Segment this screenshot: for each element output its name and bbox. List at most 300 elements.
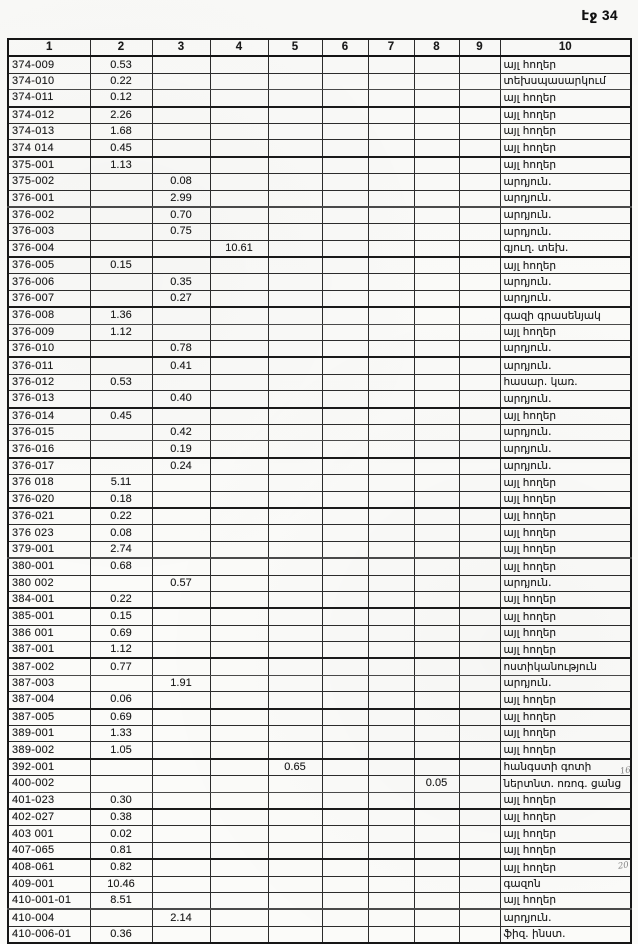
value-cell	[459, 608, 500, 625]
land-use-cell: գազոն	[500, 876, 631, 892]
land-use-cell: արդյուն.	[500, 441, 631, 458]
value-cell: 0.57	[152, 575, 210, 591]
value-cell	[210, 625, 268, 641]
value-cell	[210, 224, 268, 240]
value-cell	[268, 240, 322, 257]
value-cell	[414, 324, 459, 340]
value-cell	[368, 909, 414, 926]
table-row	[8, 73, 631, 89]
value-cell	[152, 157, 210, 174]
value-cell	[414, 525, 459, 541]
value-cell	[210, 558, 268, 575]
value-cell	[152, 123, 210, 139]
value-cell	[152, 826, 210, 842]
value-cell: 0.77	[90, 658, 152, 675]
table-row	[8, 107, 631, 124]
value-cell	[414, 491, 459, 508]
value-cell	[322, 508, 368, 525]
value-cell	[459, 709, 500, 726]
table-row	[8, 174, 631, 190]
value-cell	[322, 408, 368, 425]
value-cell	[459, 374, 500, 390]
value-cell	[152, 525, 210, 541]
value-cell	[368, 240, 414, 257]
value-cell	[459, 892, 500, 909]
value-cell	[322, 207, 368, 224]
value-cell	[459, 357, 500, 374]
land-use-cell: այլ հողեր	[500, 123, 631, 139]
value-cell	[210, 424, 268, 440]
value-cell	[322, 658, 368, 675]
value-cell	[459, 809, 500, 826]
value-cell	[268, 441, 322, 458]
value-cell	[459, 926, 500, 943]
table-row	[8, 842, 631, 859]
value-cell	[210, 341, 268, 358]
value-cell	[152, 726, 210, 742]
value-cell	[210, 575, 268, 591]
value-cell	[414, 441, 459, 458]
table-row	[8, 541, 631, 558]
value-cell	[90, 290, 152, 307]
value-cell	[268, 107, 322, 124]
parcel-code-cell: 385-001	[8, 608, 90, 625]
value-cell	[152, 792, 210, 809]
value-cell: 5.11	[90, 475, 152, 491]
table-row	[8, 926, 631, 943]
table-row	[8, 876, 631, 892]
value-cell	[368, 508, 414, 525]
parcel-code-cell: 384-001	[8, 591, 90, 608]
table-row	[8, 642, 631, 659]
land-use-cell: այլ հողեր	[500, 491, 631, 508]
value-cell	[322, 257, 368, 274]
value-cell	[368, 491, 414, 508]
value-cell	[414, 658, 459, 675]
parcel-code-cell: 387-001	[8, 642, 90, 659]
value-cell	[414, 759, 459, 776]
value-cell	[268, 508, 322, 525]
value-cell	[368, 174, 414, 190]
value-cell	[414, 391, 459, 408]
value-cell	[368, 441, 414, 458]
land-use-cell: այլ հողեր	[500, 742, 631, 759]
value-cell	[210, 658, 268, 675]
table-row	[8, 341, 631, 358]
value-cell	[322, 274, 368, 290]
value-cell	[210, 307, 268, 324]
value-cell	[368, 709, 414, 726]
land-use-cell: ներտնտ. ոռոգ. ցանց	[500, 776, 631, 792]
value-cell	[268, 290, 322, 307]
value-cell: 0.30	[90, 792, 152, 809]
value-cell	[322, 107, 368, 124]
value-cell	[90, 207, 152, 224]
value-cell: 0.22	[90, 73, 152, 89]
value-cell	[322, 909, 368, 926]
parcel-code-cell: 408-061	[8, 859, 90, 876]
land-use-cell: այլ հողեր	[500, 541, 631, 558]
column-header: 4	[210, 39, 268, 56]
parcel-code-cell: 376-020	[8, 491, 90, 508]
value-cell	[152, 709, 210, 726]
value-cell	[322, 926, 368, 943]
table-row	[8, 441, 631, 458]
value-cell	[152, 926, 210, 943]
parcel-code-cell: 374-011	[8, 90, 90, 107]
value-cell	[152, 642, 210, 659]
value-cell	[152, 475, 210, 491]
table-row	[8, 591, 631, 608]
land-use-cell: այլ հողեր	[500, 625, 631, 641]
value-cell	[210, 90, 268, 107]
value-cell	[322, 625, 368, 641]
value-cell: 0.18	[90, 491, 152, 508]
parcel-code-cell: 376-005	[8, 257, 90, 274]
value-cell	[210, 190, 268, 207]
value-cell	[322, 157, 368, 174]
value-cell	[210, 809, 268, 826]
table-row	[8, 224, 631, 240]
value-cell: 1.91	[152, 675, 210, 691]
table-header	[8, 39, 631, 56]
value-cell	[414, 591, 459, 608]
value-cell	[210, 859, 268, 876]
land-use-cell: այլ հողեր	[500, 558, 631, 575]
value-cell	[152, 324, 210, 340]
table-row	[8, 692, 631, 709]
value-cell	[414, 809, 459, 826]
value-cell	[268, 742, 322, 759]
value-cell: 1.33	[90, 726, 152, 742]
value-cell	[210, 608, 268, 625]
value-cell	[152, 508, 210, 525]
table-row	[8, 157, 631, 174]
value-cell: 0.08	[90, 525, 152, 541]
value-cell	[414, 792, 459, 809]
value-cell: 0.81	[90, 842, 152, 859]
parcel-code-cell: 389-002	[8, 742, 90, 759]
value-cell	[368, 926, 414, 943]
value-cell	[210, 692, 268, 709]
table-body	[8, 56, 631, 943]
value-cell	[459, 591, 500, 608]
value-cell	[368, 157, 414, 174]
land-use-cell: այլ հողեր	[500, 56, 631, 73]
value-cell	[210, 357, 268, 374]
value-cell	[152, 90, 210, 107]
value-cell	[459, 90, 500, 107]
value-cell	[322, 541, 368, 558]
parcel-code-cell: 387-004	[8, 692, 90, 709]
value-cell	[152, 408, 210, 425]
value-cell	[368, 274, 414, 290]
parcel-code-cell: 376 023	[8, 525, 90, 541]
value-cell	[459, 174, 500, 190]
value-cell: 2.26	[90, 107, 152, 124]
value-cell	[268, 658, 322, 675]
value-cell	[322, 174, 368, 190]
parcel-code-cell: 387-002	[8, 658, 90, 675]
value-cell	[90, 776, 152, 792]
parcel-code-cell: 402-027	[8, 809, 90, 826]
value-cell	[210, 290, 268, 307]
value-cell: 0.15	[90, 608, 152, 625]
value-cell	[414, 642, 459, 659]
parcel-code-cell: 376-016	[8, 441, 90, 458]
value-cell	[368, 475, 414, 491]
value-cell: 0.35	[152, 274, 210, 290]
value-cell	[268, 224, 322, 240]
land-use-cell: տեխսպասարկում	[500, 73, 631, 89]
land-use-cell: այլ հողեր	[500, 140, 631, 157]
table-row	[8, 90, 631, 107]
value-cell	[152, 107, 210, 124]
value-cell	[368, 876, 414, 892]
value-cell	[322, 475, 368, 491]
land-use-cell: արդյուն.	[500, 174, 631, 190]
land-use-cell: արդյուն.	[500, 341, 631, 358]
value-cell: 0.42	[152, 424, 210, 440]
table-row	[8, 625, 631, 641]
value-cell	[368, 625, 414, 641]
value-cell	[414, 575, 459, 591]
parcel-code-cell: 389-001	[8, 726, 90, 742]
table-row	[8, 726, 631, 742]
value-cell	[368, 642, 414, 659]
value-cell	[414, 475, 459, 491]
value-cell	[268, 257, 322, 274]
value-cell	[210, 776, 268, 792]
value-cell	[459, 759, 500, 776]
value-cell	[210, 842, 268, 859]
value-cell	[322, 525, 368, 541]
value-cell	[268, 926, 322, 943]
land-use-cell: այլ հողեր	[500, 826, 631, 842]
table-row	[8, 374, 631, 390]
value-cell	[322, 90, 368, 107]
value-cell	[210, 391, 268, 408]
value-cell	[459, 726, 500, 742]
value-cell	[210, 876, 268, 892]
value-cell	[152, 859, 210, 876]
value-cell	[459, 742, 500, 759]
value-cell	[268, 692, 322, 709]
parcel-code-cell: 374-010	[8, 73, 90, 89]
value-cell	[459, 123, 500, 139]
value-cell: 10.61	[210, 240, 268, 257]
value-cell	[152, 759, 210, 776]
value-cell	[268, 73, 322, 89]
table-row	[8, 909, 631, 926]
value-cell	[210, 726, 268, 742]
column-header: 5	[268, 39, 322, 56]
value-cell	[322, 140, 368, 157]
table-row	[8, 558, 631, 575]
value-cell	[414, 709, 459, 726]
value-cell	[268, 809, 322, 826]
value-cell	[210, 642, 268, 659]
value-cell	[268, 341, 322, 358]
value-cell	[268, 675, 322, 691]
value-cell	[368, 224, 414, 240]
parcel-code-cell: 376-012	[8, 374, 90, 390]
value-cell	[322, 591, 368, 608]
value-cell	[268, 458, 322, 475]
table-row	[8, 140, 631, 157]
value-cell	[90, 190, 152, 207]
value-cell	[459, 491, 500, 508]
parcel-code-cell: 376-014	[8, 408, 90, 425]
value-cell	[152, 541, 210, 558]
land-use-cell: արդյուն.	[500, 224, 631, 240]
value-cell	[152, 307, 210, 324]
value-cell	[322, 826, 368, 842]
value-cell: 10.46	[90, 876, 152, 892]
land-use-cell: գյուղ. տեխ.	[500, 240, 631, 257]
table-row	[8, 307, 631, 324]
land-use-cell: այլ հողեր	[500, 591, 631, 608]
value-cell	[414, 608, 459, 625]
parcel-code-cell: 380 002	[8, 575, 90, 591]
table-row	[8, 742, 631, 759]
value-cell	[368, 190, 414, 207]
table-row	[8, 424, 631, 440]
value-cell: 0.22	[90, 508, 152, 525]
value-cell	[322, 809, 368, 826]
value-cell	[152, 140, 210, 157]
value-cell	[152, 608, 210, 625]
value-cell	[152, 257, 210, 274]
parcel-code-cell: 407-065	[8, 842, 90, 859]
value-cell	[152, 73, 210, 89]
value-cell: 0.19	[152, 441, 210, 458]
value-cell: 0.24	[152, 458, 210, 475]
value-cell	[368, 658, 414, 675]
value-cell	[368, 792, 414, 809]
value-cell	[210, 491, 268, 508]
land-use-cell: այլ հողեր	[500, 107, 631, 124]
value-cell	[210, 73, 268, 89]
value-cell	[322, 842, 368, 859]
value-cell	[368, 107, 414, 124]
value-cell	[210, 123, 268, 139]
land-use-cell: արդյուն.	[500, 424, 631, 440]
value-cell	[414, 307, 459, 324]
value-cell	[268, 391, 322, 408]
column-header: 9	[459, 39, 500, 56]
value-cell	[414, 892, 459, 909]
value-cell: 2.14	[152, 909, 210, 926]
table-row	[8, 240, 631, 257]
value-cell	[459, 73, 500, 89]
value-cell	[414, 541, 459, 558]
value-cell	[268, 475, 322, 491]
table-row	[8, 508, 631, 525]
value-cell	[459, 341, 500, 358]
value-cell	[152, 876, 210, 892]
table-row	[8, 859, 631, 876]
value-cell	[268, 157, 322, 174]
value-cell	[322, 742, 368, 759]
value-cell	[268, 776, 322, 792]
land-use-cell: արդյուն.	[500, 458, 631, 475]
value-cell	[90, 424, 152, 440]
table-row	[8, 257, 631, 274]
value-cell	[268, 709, 322, 726]
value-cell	[210, 508, 268, 525]
land-use-cell: այլ հողեր	[500, 408, 631, 425]
value-cell	[152, 692, 210, 709]
value-cell	[414, 876, 459, 892]
table-row	[8, 123, 631, 139]
column-header: 6	[322, 39, 368, 56]
land-use-cell: արդյուն.	[500, 274, 631, 290]
parcel-code-cell: 401-023	[8, 792, 90, 809]
land-use-cell: այլ հողեր	[500, 726, 631, 742]
value-cell	[210, 525, 268, 541]
parcel-code-cell: 376 018	[8, 475, 90, 491]
value-cell: 0.78	[152, 341, 210, 358]
value-cell	[459, 575, 500, 591]
value-cell	[322, 324, 368, 340]
table-row	[8, 190, 631, 207]
land-use-cell: արդյուն.	[500, 675, 631, 691]
value-cell: 0.08	[152, 174, 210, 190]
land-use-cell: արդյուն.	[500, 909, 631, 926]
value-cell	[368, 408, 414, 425]
value-cell	[210, 207, 268, 224]
value-cell: 0.65	[268, 759, 322, 776]
table-row	[8, 826, 631, 842]
value-cell	[368, 341, 414, 358]
parcel-code-cell: 403 001	[8, 826, 90, 842]
value-cell	[368, 726, 414, 742]
land-use-cell: այլ հողեր	[500, 842, 631, 859]
table-row	[8, 207, 631, 224]
table-row	[8, 776, 631, 792]
value-cell	[152, 491, 210, 508]
value-cell	[322, 558, 368, 575]
parcel-code-cell: 386 001	[8, 625, 90, 641]
value-cell	[210, 792, 268, 809]
table-row	[8, 675, 631, 691]
value-cell	[152, 591, 210, 608]
value-cell	[459, 508, 500, 525]
value-cell: 0.68	[90, 558, 152, 575]
value-cell: 1.36	[90, 307, 152, 324]
value-cell	[268, 491, 322, 508]
value-cell	[268, 575, 322, 591]
parcel-code-cell: 376-007	[8, 290, 90, 307]
value-cell	[368, 558, 414, 575]
value-cell	[210, 174, 268, 190]
value-cell	[152, 56, 210, 73]
parcel-code-cell: 376-017	[8, 458, 90, 475]
value-cell	[210, 56, 268, 73]
value-cell	[414, 508, 459, 525]
table-row	[8, 324, 631, 340]
value-cell	[414, 374, 459, 390]
value-cell	[152, 240, 210, 257]
value-cell	[152, 374, 210, 390]
page-number: էջ 34	[581, 8, 618, 23]
table-row	[8, 525, 631, 541]
value-cell	[368, 73, 414, 89]
value-cell: 2.74	[90, 541, 152, 558]
value-cell	[210, 709, 268, 726]
parcel-code-cell: 375-002	[8, 174, 90, 190]
